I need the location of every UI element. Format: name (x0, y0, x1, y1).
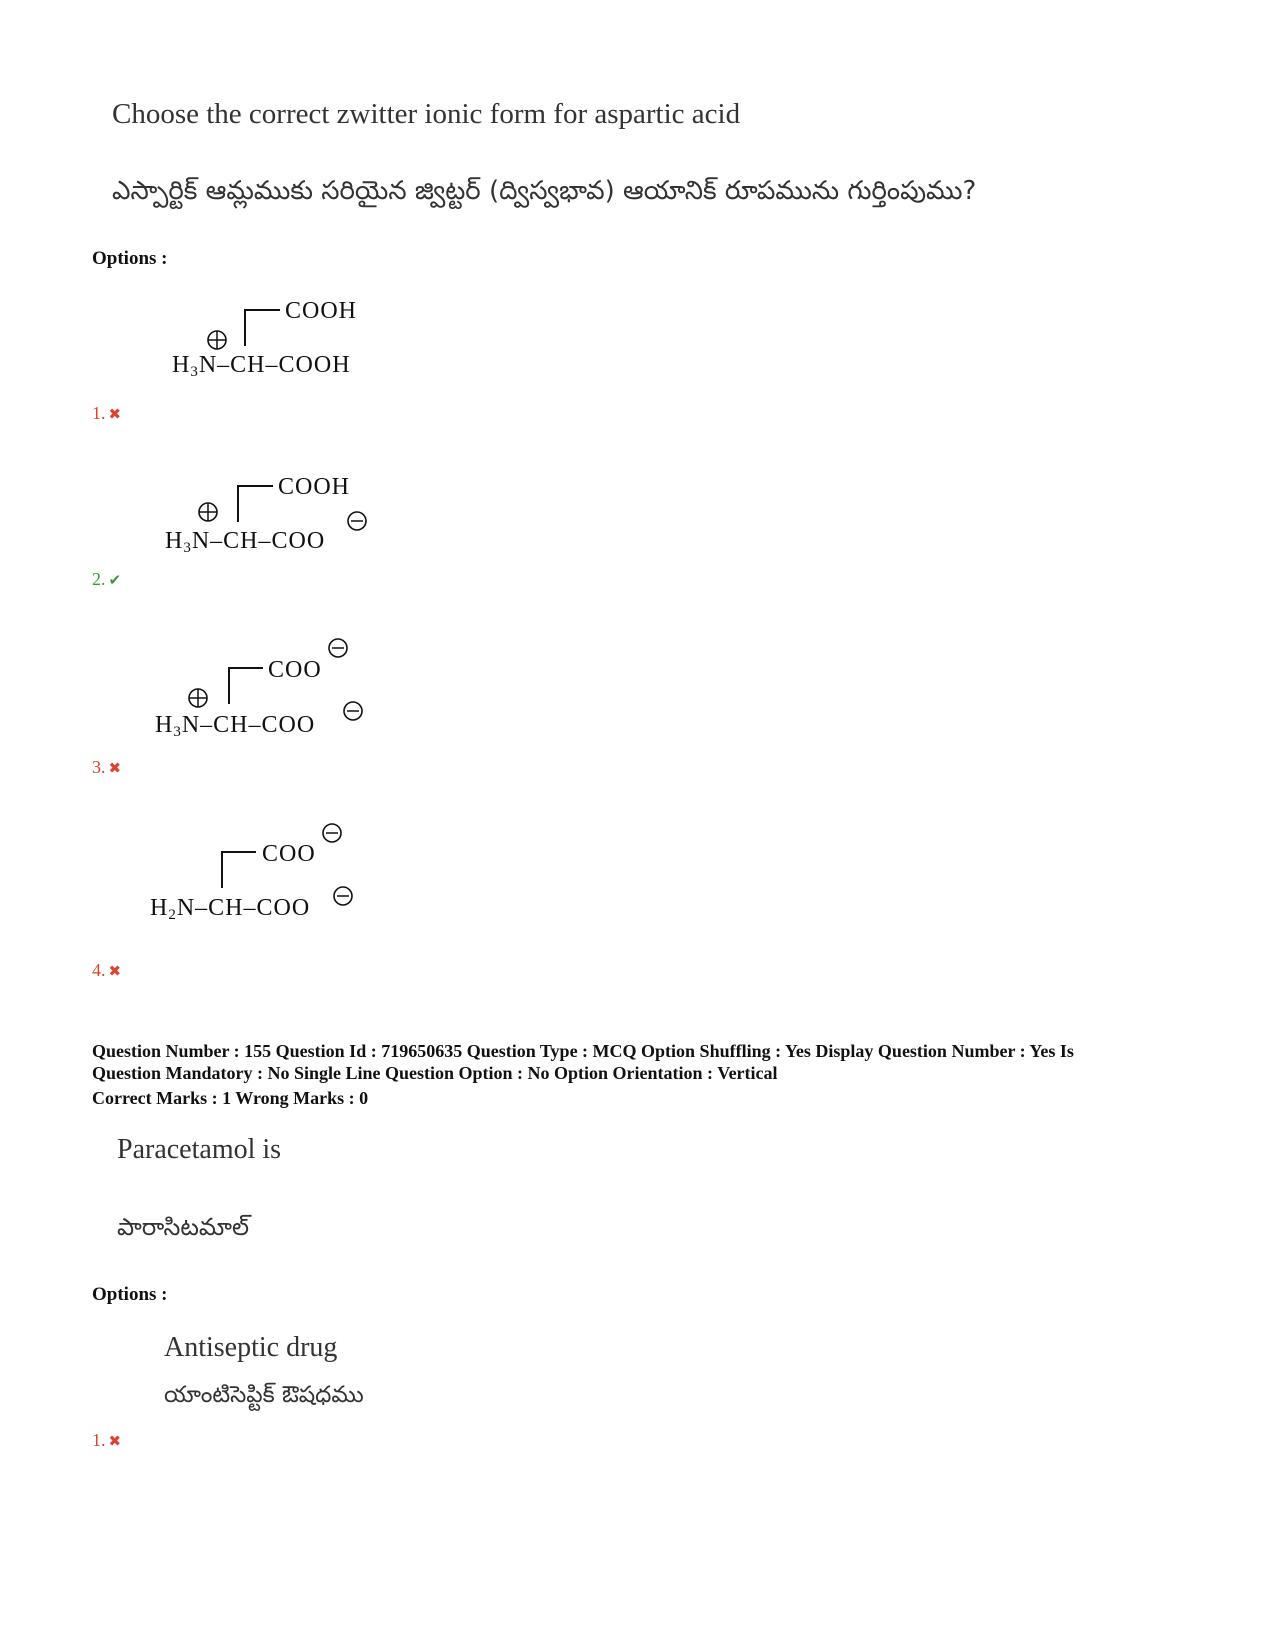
question-metadata (92, 1040, 1192, 1084)
option-2-top-group: COOH (278, 474, 351, 500)
option-4-number[interactable]: 4. ✖ (92, 960, 122, 980)
wrong-icon: ✖ (108, 761, 122, 777)
wrong-icon: ✖ (108, 1434, 122, 1450)
option-2-structure (155, 466, 415, 566)
option-3-structure (145, 632, 405, 742)
option-4-structure (140, 818, 400, 928)
question-2-option-1-number[interactable]: 1. ✖ (92, 1430, 122, 1450)
options-label-2: Options : (92, 1284, 168, 1305)
option-1-structure (160, 290, 420, 390)
question-text-en: Choose the correct zwitter ionic form for aspartic acid (112, 98, 741, 130)
option-2-formula: H3N–CH–COO (165, 528, 326, 556)
question-2-option-1-en: Antiseptic drug (164, 1332, 338, 1363)
metadata-line-1: Question Number : 155 Question Id : 719650635 Question Type : MCQ Option Shuffling : Yes Display Question Number : Yes Is (92, 1041, 1074, 1061)
option-3-formula: H3N–CH–COO (155, 712, 316, 740)
option-3-number[interactable]: 3. ✖ (92, 757, 122, 777)
metadata-line-2: Question Mandatory : No Single Line Question Option : No Option Orientation : Vertical (92, 1063, 778, 1083)
option-3-top-group: COO (268, 657, 322, 683)
wrong-icon: ✖ (108, 964, 122, 980)
option-1-top-group: COOH (285, 298, 358, 324)
check-icon: ✔ (108, 573, 122, 589)
question-2-text-te: పారాసిటమాల్ (117, 1213, 249, 1241)
question-2-text-en: Paracetamol is (117, 1134, 282, 1165)
option-1-number[interactable]: 1. ✖ (92, 403, 122, 423)
question-2-option-1-te: యాంటిసెప్టిక్ ఔషధము (164, 1382, 364, 1408)
option-2-number[interactable]: 2. ✔ (92, 569, 122, 589)
option-4-top-group: COO (262, 841, 316, 867)
question-text-te: ఎస్పార్టిక్ ఆమ్లముకు సరియైన జ్విట్టర్ (ద్విస్వభావ) ఆయానిక్ రూపమును గుర్తింపుము? (112, 176, 977, 206)
option-1-formula: H3N–CH–COOH (172, 352, 351, 380)
option-4-formula: H2N–CH–COO (150, 895, 311, 923)
wrong-icon: ✖ (108, 407, 122, 423)
marks-info: Correct Marks : 1 Wrong Marks : 0 (92, 1088, 369, 1108)
options-label: Options : (92, 248, 168, 269)
